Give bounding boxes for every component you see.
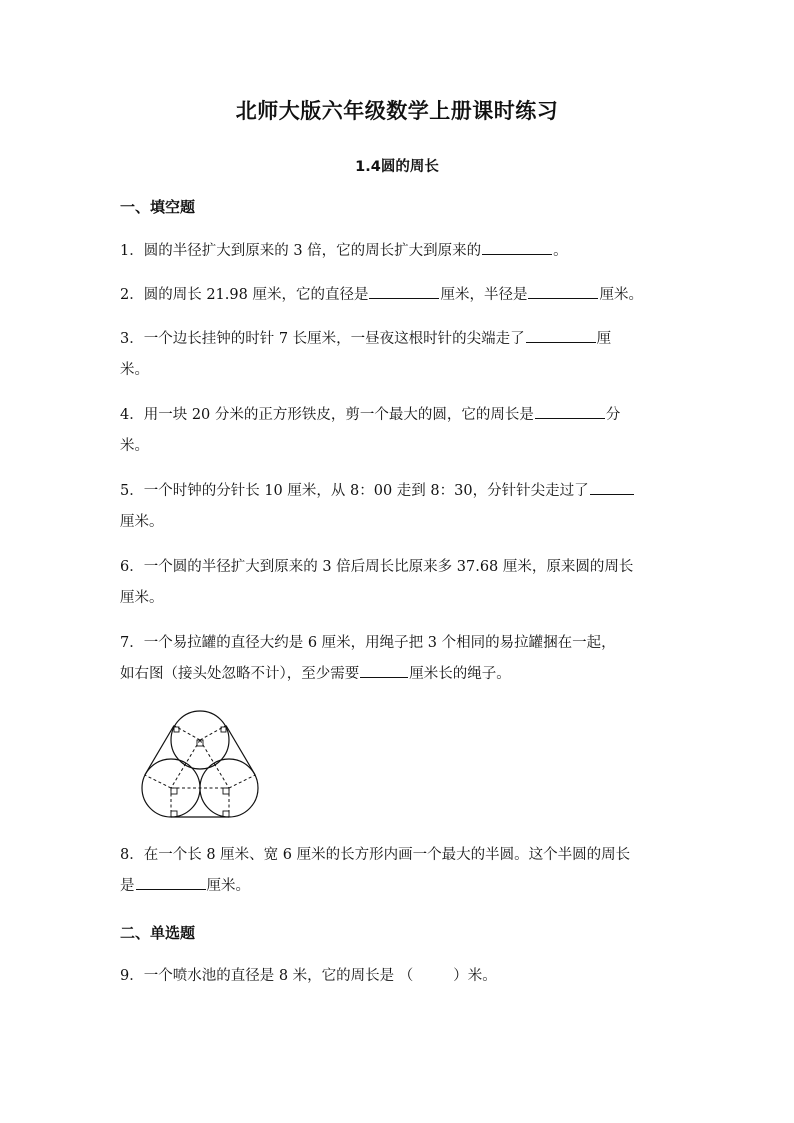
answer-blank[interactable] (535, 402, 605, 419)
right-angle-mark (223, 788, 229, 794)
three-cans-figure (140, 708, 260, 820)
question-8: 8．在一个长 8 厘米、宽 6 厘米的长方形内画一个最大的半圆。这个半圆的周长 是 厘米。 (120, 847, 631, 894)
lesson-subtitle: 1.4圆的周长 (355, 159, 439, 175)
answer-blank[interactable] (136, 873, 206, 890)
page-title: 北师大版六年级数学上册课时练习 (235, 99, 559, 123)
question-9: 9．一个喷水池的直径是 8 米，它的周长是 （ ）米。 (120, 968, 497, 984)
string-segment-left (145, 726, 174, 776)
section-single-choice: 二、单选题 (120, 924, 196, 942)
question-5: 5．一个时钟的分针长 10 厘米，从 8：00 走到 8：30，分针针尖走过了 厘米。 (120, 476, 680, 538)
question-6: 6．一个圆的半径扩大到原来的 3 倍后周长比原来多 37.68 厘米，原来圆的周长 厘米。 (120, 559, 634, 606)
question-3: 3．一个边长挂钟的时针 7 长厘米，一昼夜这根时针的尖端走了 厘 米。 (120, 324, 680, 386)
section-fill-in: 一、填空题 (120, 198, 196, 216)
answer-blank[interactable] (528, 282, 598, 299)
answer-blank[interactable] (526, 326, 596, 343)
string-segment-right (226, 726, 255, 776)
question-7: 7．一个易拉罐的直径大约是 6 厘米，用绳子把 3 个相同的易拉罐捆在一起， 如右图（接头处忽略不计），至少需要 厘米长的绳子。 (120, 635, 616, 682)
answer-blank[interactable] (369, 282, 439, 299)
answer-blank[interactable] (482, 238, 552, 255)
question-1: 1．圆的半径扩大到原来的 3 倍，它的周长扩大到原来的 。 (120, 236, 680, 267)
question-2: 2．圆的周长 21.98 厘米，它的直径是 厘米，半径是 厘米。 (120, 280, 680, 311)
answer-blank[interactable] (360, 661, 408, 678)
answer-blank[interactable] (590, 478, 634, 495)
right-angle-mark (171, 788, 177, 794)
question-4: 4．用一块 20 分米的正方形铁皮，剪一个最大的圆，它的周长是 分 米。 (120, 400, 680, 462)
